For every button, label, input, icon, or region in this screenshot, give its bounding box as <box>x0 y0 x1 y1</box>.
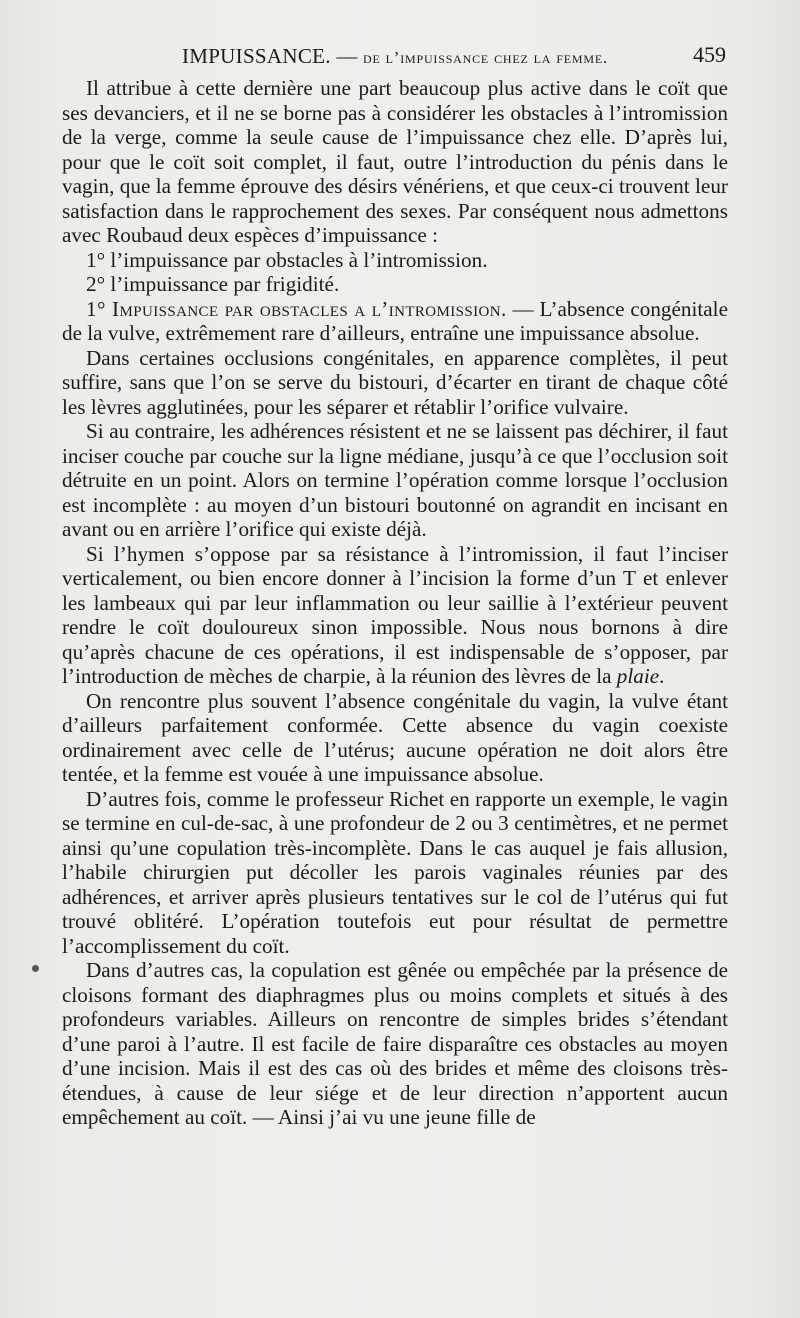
running-title <box>62 44 728 69</box>
paragraph-text-end: . <box>659 664 665 688</box>
paragraph: Dans certaines occlusions congénitales, en apparence complètes, il peut suffire, sans que l’on se serve du bistouri, d’écarter en tirant de chaque côté les lèvres agglutinées, pour les séparer et rétablir l’orifice vulvaire. <box>62 345 728 419</box>
italic-word: plaie <box>616 664 660 688</box>
list-item: 2° l’impuissance par frigidité. <box>86 272 340 296</box>
running-header <box>62 40 728 72</box>
paragraph <box>62 297 728 346</box>
paragraph-text: — L’absence congénitale de la vulve, extrêmement rare d’ailleurs, entraîne une impuissance absolue. <box>62 296 728 345</box>
running-title-sub: de l’impuissance chez la femme. <box>362 48 609 67</box>
paragraph <box>62 542 728 689</box>
margin-ink-dot <box>32 965 39 972</box>
running-title-main: IMPUISSANCE. — <box>181 44 358 68</box>
paragraph: Dans d’autres cas, la copulation est gênée ou empêchée par la présence de cloisons formant des diaphragmes plus ou moins complets et situés à des profondeurs variables. Ailleurs on rencontre de simples brides s’étendant d’une paroi à l’autre. Il est facile de faire disparaître ces obstacles au moyen d’une incision. Mais il est des cas où des brides et même des cloisons très-étendues, à cause de leur siége et de leur direction n’apportent aucun empêchement au coït. — Ainsi j’ai vu une jeune fille de <box>62 958 728 1129</box>
paragraph-text: Si l’hymen s’oppose par sa résistance à l’intromission, il faut l’inciser verticalement, ou bien encore donner à l’incision la forme d’un T et enlever les lambeaux qui par leur inflammation ou leur saillie à l’extérieur peuvent rendre le coït douloureux sinon impossible. Nous nous bornons à dire qu’après chacune de ces opérations, il est indispensable de s’opposer, par l’introduction de mèches de charpie, à la réunion des lèvres de la <box>62 541 728 688</box>
paragraph: Il attribue à cette dernière une part beaucoup plus active dans le coït que ses devanciers, et il ne se borne pas à considérer les obstacles à l’intromission de la verge, comme la seule cause de l’impuissance chez elle. D’après lui, pour que le coït soit complet, il faut, outre l’introduction du pénis dans le vagin, que la femme éprouve des désirs vénériens, et que ceux-ci trouvent leur satisfaction dans le rapprochement des sexes. Par conséquent nous admettons avec Roubaud deux espèces d’impuissance : <box>62 76 728 247</box>
section-heading: 1° Impuissance par obstacles a l’intromission. <box>86 296 507 321</box>
paragraph: Si au contraire, les adhérences résistent et ne se laissent pas déchirer, il faut inciser couche par couche sur la ligne médiane, jusqu’à ce que l’occlusion soit détruite en un point. Alors on termine l’opération comme lorsque l’occlusion est incomplète : au moyen d’un bistouri boutonné on agrandit en incisant en avant ou en arrière l’orifice qui existe déjà. <box>62 419 728 541</box>
page-number: 459 <box>693 42 726 67</box>
paragraph: D’autres fois, comme le professeur Richet en rapporte un exemple, le vagin se termine en cul-de-sac, à une profondeur de 2 ou 3 centimètres, et ne permet ainsi qu’une copulation très-incomplète. Dans le cas auquel je fais allusion, l’habile chirurgien put décoller les parois vaginales réunies par des adhérences, et arriver après plusieurs tentatives sur le col de l’utérus qui fut trouvé oblitéré. L’opération toutefois eut pour résultat de permettre l’accomplissement du coït. <box>62 786 728 958</box>
body-text <box>62 76 728 1130</box>
list-item: 1° l’impuissance par obstacles à l’intromission. <box>86 247 488 272</box>
paragraph: On rencontre plus souvent l’absence congénitale du vagin, la vulve étant d’ailleurs parfaitement conformée. Cette absence du vagin coexiste ordinairement avec celle de l’utérus; aucune opération ne doit alors être tentée, et la femme est vouée à une impuissance absolue. <box>62 688 728 786</box>
